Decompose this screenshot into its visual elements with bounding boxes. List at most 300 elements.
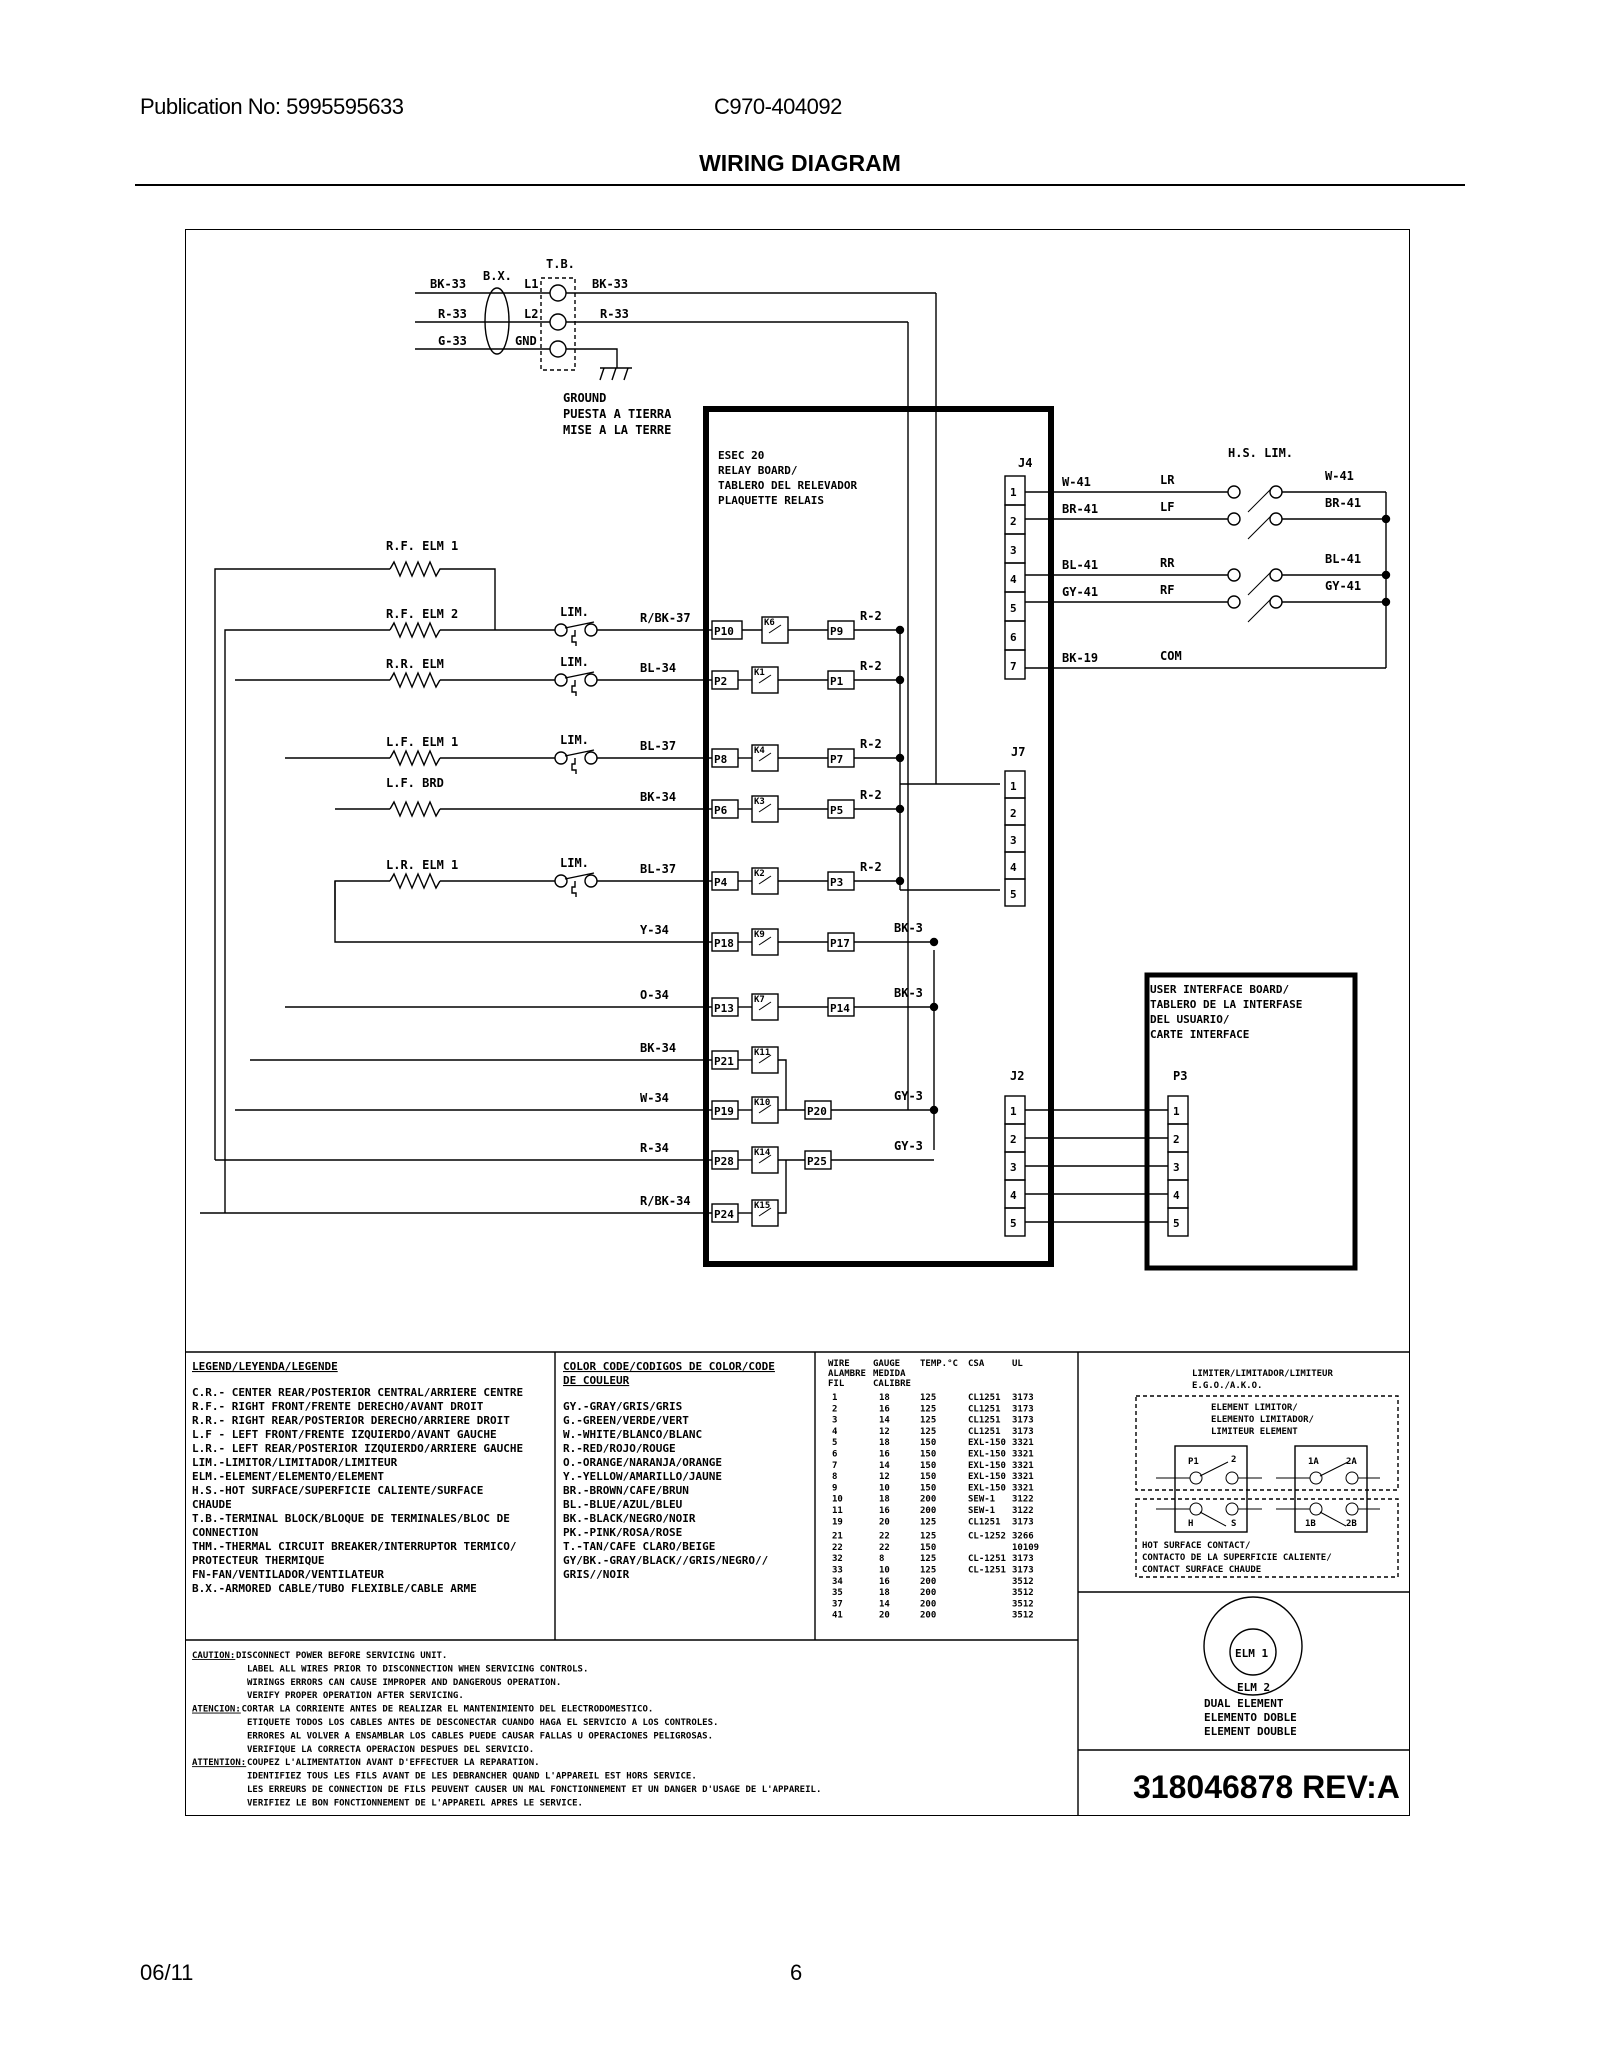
hs-limiter-row [1025,579,1390,622]
terminal-label: GND [515,334,537,348]
limiter-switch-icon [555,752,567,764]
hs-limiter-switch-icon [1228,596,1240,608]
wire-label: BR-41 [1325,496,1362,510]
wire-label: R-2 [860,860,882,874]
svg-text:ESEC 20: ESEC 20 [718,449,765,462]
footer-page-number: 6 [790,1960,803,1985]
p3-label: P3 [1173,1069,1188,1083]
table-cell: 10 [832,1494,843,1505]
ground-icon [600,368,632,380]
caution-text: ERRORES AL VOLVER A ENSAMBLAR LOS CABLES PUEDE CAUSAR FALLAS U OPERACIONES PELIGROSAS. [247,1731,713,1742]
heating-element-icon [390,623,440,637]
relay-circuit [335,776,904,822]
relay-label: K15 [754,1201,771,1211]
table-cell: 3512 [1012,1588,1034,1599]
table-cell: 10 [879,1483,890,1494]
table-cell: 16 [879,1576,890,1587]
relay-circuit [235,655,904,696]
color-code-item: W.-WHITE/BLANCO/BLANC [563,1428,703,1441]
pin-number: 7 [1010,660,1017,673]
wire-label: R-2 [860,737,882,751]
table-cell: 3 [832,1415,838,1426]
color-code-item: R.-RED/ROJO/ROUGE [563,1442,676,1455]
svg-text:PLAQUETTE RELAIS: PLAQUETTE RELAIS [718,494,824,507]
table-cell: 3122 [1012,1506,1034,1516]
wire-spec-table [828,1359,1039,1621]
svg-text:1B: 1B [1305,1519,1316,1529]
table-cell: EXL-150 [968,1449,1006,1460]
heating-element-icon [390,802,440,816]
relay-label: K4 [754,746,765,756]
legend-list [192,1386,523,1595]
limiter-label: LIM. [560,856,589,870]
legend-item: H.S.-HOT SURFACE/SUPERFICIE CALIENTE/SURFACE [192,1484,484,1497]
table-cell: 3173 [1012,1393,1034,1403]
pin-number: 5 [1173,1217,1180,1230]
table-cell: 150 [920,1472,937,1483]
table-cell: 35 [832,1588,843,1599]
caution-text: LES ERREURS DE CONNECTION DE FILS PEUVENT CAUSER UN MAL FONCTIONNEMENT ET UN DANGER D'USAGE DE L'APPAREIL. [247,1785,822,1795]
wire-label: BL-37 [640,739,677,753]
table-cell: 14 [879,1460,890,1471]
svg-text:1A: 1A [1308,1457,1319,1467]
wire-label: BK-33 [592,277,629,291]
svg-text:2A: 2A [1346,1457,1357,1467]
table-cell: 3122 [1012,1494,1034,1505]
pin-number: 4 [1010,861,1017,874]
svg-text:TABLERO DE LA INTERFASE: TABLERO DE LA INTERFASE [1150,998,1303,1011]
table-header: GAUGE [873,1359,901,1369]
pin-number: 4 [1010,573,1017,586]
color-code-item: GY.-GRAY/GRIS/GRIS [563,1400,683,1413]
table-cell: 5 [832,1438,838,1449]
tb-label: T.B. [546,257,575,271]
hs-limiter-switch-icon [1228,513,1240,525]
limiter-detail [1136,1369,1398,1577]
j2-label: J2 [1010,1069,1025,1083]
table-cell: 12 [879,1472,890,1483]
svg-text:S: S [1231,1519,1237,1529]
legend-item: R.F.- RIGHT FRONT/FRENTE DERECHO/AVANT DROIT [192,1400,484,1413]
pin-number: 2 [1010,515,1017,528]
wire-label: G-33 [438,334,467,348]
table-cell: 125 [920,1404,937,1415]
pin-number: 3 [1010,544,1017,557]
wire-label: R-2 [860,788,882,802]
relay-pin: P7 [830,753,844,766]
table-cell: 150 [920,1438,937,1449]
wire-label: O-34 [640,988,669,1002]
svg-text:CARTE INTERFACE: CARTE INTERFACE [1150,1028,1250,1041]
relay-pin: P24 [714,1208,734,1221]
relay-board [706,409,1051,1264]
table-cell: 3512 [1012,1576,1034,1587]
wire-label: R-33 [438,307,467,321]
color-code-title: DE COULEUR [563,1374,630,1387]
table-cell: 21 [832,1531,843,1542]
caution-text: ETIQUETE TODOS LOS CABLES ANTES DE DESCONECTAR CUANDO HAGA EL SERVICIO A LOS CONTROLES. [247,1718,719,1728]
table-cell: 14 [879,1415,890,1426]
legend-item: L.F - LEFT FRONT/FRENTE IZQUIERDO/AVANT GAUCHE [192,1428,497,1441]
wire-label: BK-34 [640,1041,677,1055]
table-cell: 19 [832,1517,843,1528]
caution-label: ATTENTION: [192,1758,247,1769]
table-cell: 34 [832,1576,843,1587]
caution-text: VERIFY PROPER OPERATION AFTER SERVICING. [247,1691,464,1702]
pin-number: 1 [1010,1105,1017,1118]
table-cell: CL-1251 [968,1565,1006,1576]
table-cell: EXL-150 [968,1438,1006,1449]
svg-text:2: 2 [1231,1455,1237,1465]
svg-text:RELAY BOARD/: RELAY BOARD/ [718,464,798,477]
pin-number: 3 [1010,834,1017,847]
table-cell: CL1251 [968,1415,1001,1426]
pin-number: 4 [1173,1189,1180,1202]
svg-text:ELEMENTO LIMITADOR/: ELEMENTO LIMITADOR/ [1211,1415,1314,1425]
color-code-item: Y.-YELLOW/AMARILLO/JAUNE [563,1470,722,1483]
wire-label: R-2 [860,609,882,623]
legend-item: PROTECTEUR THERMIQUE [192,1554,325,1567]
table-cell: 33 [832,1565,843,1576]
pin-number: 1 [1010,486,1017,499]
wire-label: R/BK-37 [640,611,691,625]
legend-item: L.R.- LEFT REAR/POSTERIOR IZQUIERDO/ARRIERE GAUCHE [192,1442,524,1455]
pin-number: 3 [1173,1161,1180,1174]
svg-text:HOT SURFACE CONTACT/: HOT SURFACE CONTACT/ [1142,1541,1251,1551]
position-label: LF [1160,500,1175,514]
svg-text:LIMITEUR ELEMENT: LIMITEUR ELEMENT [1211,1427,1298,1437]
table-cell: 3321 [1012,1460,1034,1471]
table-cell: 18 [879,1588,890,1599]
svg-text:2B: 2B [1346,1519,1357,1529]
legend-item: THM.-THERMAL CIRCUIT BREAKER/INTERRUPTOR TERMICO/ [192,1540,517,1553]
color-code-item: BK.-BLACK/NEGRO/NOIR [563,1512,696,1525]
table-cell: SEW-1 [968,1494,996,1505]
relay-pin: P25 [807,1155,827,1168]
relay-circuit [285,733,904,774]
table-cell: SEW-1 [968,1506,996,1516]
j7-label: J7 [1011,745,1026,759]
table-cell: 20 [879,1610,890,1621]
svg-text:P1: P1 [1188,1457,1199,1467]
relay-pin: P9 [830,625,844,638]
table-cell: 18 [879,1438,890,1449]
svg-text:USER INTERFACE BOARD/: USER INTERFACE BOARD/ [1150,983,1290,996]
relay-label: K9 [754,930,765,940]
ground-label: MISE A LA TERRE [563,423,672,437]
table-header: CSA [968,1359,985,1369]
table-cell: CL-1251 [968,1554,1006,1565]
junction-dot [931,939,938,946]
table-cell: 3512 [1012,1610,1034,1621]
table-cell: EXL-150 [968,1483,1006,1494]
power-supply [415,257,936,1110]
pin-number: 6 [1010,631,1017,644]
wire-label: GY-3 [894,1139,923,1153]
position-label: RR [1160,556,1175,570]
caution-notes [192,1651,821,1808]
legend-item: CHAUDE [192,1498,232,1511]
color-code-item: T.-TAN/CAFE CLARO/BEIGE [563,1540,716,1553]
hs-limiter-switch-icon [1228,569,1240,581]
table-cell: CL1251 [968,1426,1001,1437]
svg-text:E.G.O./A.K.O.: E.G.O./A.K.O. [1192,1381,1263,1391]
wire-label: BL-41 [1325,552,1362,566]
legend-item: CONNECTION [192,1526,259,1539]
color-code-item: BR.-BROWN/CAFE/BRUN [563,1484,689,1497]
j4-connector [1005,476,1025,679]
table-cell: EXL-150 [968,1460,1006,1471]
terminal-label: L1 [524,277,539,291]
relay-label: K7 [754,995,765,1005]
svg-text:DUAL ELEMENT: DUAL ELEMENT [1204,1697,1284,1710]
svg-text:CONTACTO DE LA SUPERFICIE CALI: CONTACTO DE LA SUPERFICIE CALIENTE/ [1142,1553,1332,1563]
table-header: MEDIDA [873,1369,906,1379]
element-label: R.F. ELM 1 [386,539,459,553]
j7-connector [1005,771,1025,906]
table-cell: 200 [920,1599,937,1610]
relay-pin: P3 [830,876,844,889]
relay-pin: P19 [714,1105,734,1118]
element-label: R.R. ELM [386,657,444,671]
wire-label: BK-19 [1062,651,1099,665]
wire-label: GY-41 [1062,585,1099,599]
caution-text: VERIFIQUE LA CORRECTA OPERACION DESPUES DEL SERVICIO. [247,1744,535,1755]
table-cell: 16 [879,1449,890,1460]
color-code-list [563,1400,769,1581]
svg-text:ELEMENT LIMITOR/: ELEMENT LIMITOR/ [1211,1403,1298,1413]
table-cell: CL-1252 [968,1531,1006,1542]
table-header: UL [1012,1359,1023,1369]
caution-label: CAUTION: [192,1651,236,1661]
table-cell: 125 [920,1565,937,1576]
relay-pin: P2 [714,675,728,688]
color-code-item: G.-GREEN/VERDE/VERT [563,1414,689,1427]
svg-text:ELEMENT DOUBLE: ELEMENT DOUBLE [1204,1725,1297,1738]
table-cell: 6 [832,1449,838,1460]
table-cell: 22 [879,1542,890,1553]
legend-item: ELM.-ELEMENT/ELEMENTO/ELEMENT [192,1470,385,1483]
table-cell: 9 [832,1483,838,1494]
table-cell: 200 [920,1494,937,1505]
table-cell: 3321 [1012,1449,1034,1460]
pin-number: 2 [1010,807,1017,820]
table-cell: 200 [920,1576,937,1587]
pin-number: 5 [1010,602,1017,615]
table-cell: CL1251 [968,1517,1001,1528]
table-cell: 150 [920,1449,937,1460]
table-cell: 3173 [1012,1415,1034,1426]
relay-label: K2 [754,869,765,879]
table-cell: 150 [920,1542,937,1553]
element-label: L.R. ELM 1 [386,858,459,872]
wire-label: GY-3 [894,1089,923,1103]
table-cell: 10 [879,1565,890,1576]
wire-label: BL-37 [640,862,677,876]
color-code-item: BL.-BLUE/AZUL/BLEU [563,1498,683,1511]
svg-text:CONTACT SURFACE CHAUDE: CONTACT SURFACE CHAUDE [1142,1565,1262,1575]
relay-circuit [285,986,938,1020]
relay-label: K3 [754,797,765,807]
legend-item: LIM.-LIMITOR/LIMITADOR/LIMITEUR [192,1456,398,1469]
position-label: RF [1160,583,1175,597]
svg-text:LIMITER/LIMITADOR/LIMITEUR: LIMITER/LIMITADOR/LIMITEUR [1192,1369,1333,1379]
caution-text: DISCONNECT POWER BEFORE SERVICING UNIT. [236,1651,448,1661]
wire-label: BR-41 [1062,502,1099,516]
table-cell: 10109 [1012,1542,1040,1553]
table-cell: 12 [879,1426,890,1437]
table-cell: 20 [879,1517,890,1528]
wire-label: W-41 [1062,475,1091,489]
relay-label: K14 [754,1148,771,1158]
caution-text: CORTAR LA CORRIENTE ANTES DE REALIZAR EL MANTENIMIENTO DEL ELECTRODOMESTICO. [241,1704,654,1715]
table-cell: 125 [920,1415,937,1426]
relay-circuit [335,856,904,920]
table-cell: 1 [832,1393,838,1403]
table-cell: 8 [832,1472,838,1483]
heating-element-icon [390,673,440,687]
table-cell: 18 [879,1393,890,1403]
wire-label: R-34 [640,1141,669,1155]
relay-circuit [215,1139,934,1173]
svg-text:ELM 2: ELM 2 [1237,1681,1271,1694]
table-header: CALIBRE [873,1379,911,1389]
table-cell: CL1251 [968,1393,1001,1403]
caution-label: ATENCION: [192,1704,241,1715]
legend-title: LEGEND/LEYENDA/LEGENDE [192,1360,338,1373]
heating-element-icon [390,874,440,888]
table-cell: 3321 [1012,1483,1034,1494]
table-cell: 3321 [1012,1472,1034,1483]
table-cell: 200 [920,1588,937,1599]
table-cell: 3173 [1012,1426,1034,1437]
relay-pin: P18 [714,937,734,950]
wire-label: BL-41 [1062,558,1099,572]
wire-label: BL-34 [640,661,677,675]
table-cell: 3173 [1012,1565,1034,1576]
wire-label: BK-34 [640,790,677,804]
armored-cable-icon [485,288,509,354]
relay-pin: P4 [714,876,728,889]
table-cell: 16 [879,1404,890,1415]
table-cell: 3173 [1012,1554,1034,1565]
relay-pin: P6 [714,804,728,817]
table-cell: 3173 [1012,1404,1034,1415]
heating-element-icon [390,751,440,765]
table-cell: 4 [832,1426,838,1437]
table-header: ALAMBRE [828,1369,866,1379]
color-code-item: GRIS//NOIR [563,1568,630,1581]
dual-element-detail [1204,1597,1302,1738]
svg-text:H: H [1188,1519,1194,1529]
table-header: TEMP.°C [920,1359,958,1369]
table-cell: 3321 [1012,1438,1034,1449]
element-label: L.F. BRD [386,776,444,790]
pin-number: 5 [1010,1217,1017,1230]
table-cell: 41 [832,1610,843,1621]
legend-item: T.B.-TERMINAL BLOCK/BLOQUE DE TERMINALES/BLOC DE [192,1512,510,1525]
relay-board-title [718,449,857,507]
relay-label: K10 [754,1098,771,1108]
hs-limiter-switch-icon [1228,486,1240,498]
table-cell: 22 [879,1531,890,1542]
table-cell: 125 [920,1393,937,1403]
relay-circuit [235,1089,938,1123]
limiter-label: LIM. [560,605,589,619]
wire-label: GY-41 [1325,579,1362,593]
relay-pin: P5 [830,804,844,817]
position-label: LR [1160,473,1175,487]
pin-number: 2 [1010,1133,1017,1146]
wire-label: BK-3 [894,986,923,1000]
j4-label: J4 [1018,456,1033,470]
legend-item: C.R.- CENTER REAR/POSTERIOR CENTRAL/ARRIERE CENTRE [192,1386,524,1399]
ui-board-title [1150,983,1302,1041]
color-code-item: PK.-PINK/ROSA/ROSE [563,1526,683,1539]
wire-label: W-41 [1325,469,1354,483]
j2-connector [1005,1096,1168,1236]
wire-label: R-2 [860,659,882,673]
table-cell: 150 [920,1483,937,1494]
caution-text: COUPEZ L'ALIMENTATION AVANT D'EFFECTUER LA REPARATION. [247,1758,540,1769]
svg-text:DEL USUARIO/: DEL USUARIO/ [1150,1013,1230,1026]
table-cell: 22 [832,1542,843,1553]
relay-label: K1 [754,668,765,678]
position-label: COM [1160,649,1182,663]
relay-pin: P28 [714,1155,734,1168]
svg-text:ELEMENTO DOBLE: ELEMENTO DOBLE [1204,1711,1297,1724]
color-code-title: COLOR CODE/CODIGOS DE COLOR/CODE [563,1360,775,1373]
element-label: L.F. ELM 1 [386,735,459,749]
table-cell: 32 [832,1554,843,1565]
svg-text:TABLERO DEL RELEVADOR: TABLERO DEL RELEVADOR [718,479,858,492]
relay-pin: P20 [807,1105,827,1118]
bx-label: B.X. [483,269,512,283]
caution-text: WIRINGS ERRORS CAN CAUSE IMPROPER AND DANGEROUS OPERATION. [247,1677,562,1688]
ground-label: GROUND [563,391,607,405]
table-cell: 8 [879,1554,885,1565]
caution-text: LABEL ALL WIRES PRIOR TO DISCONNECTION WHEN SERVICING CONTROLS. [247,1664,589,1675]
pin-number: 1 [1010,780,1017,793]
svg-text:ELM 1: ELM 1 [1235,1647,1269,1660]
table-cell: 18 [879,1494,890,1505]
footer-date: 06/11 [140,1960,194,1985]
limiter-label: LIM. [560,655,589,669]
model-number: C970-404092 [714,94,842,119]
table-cell: 125 [920,1426,937,1437]
p3-connector [1168,1096,1188,1236]
relay-pin: P17 [830,937,850,950]
pin-number: 5 [1010,888,1017,901]
table-cell: 14 [879,1599,890,1610]
relay-pin: P14 [830,1002,850,1015]
table-cell: 125 [920,1554,937,1565]
relay-circuit [335,881,938,955]
table-header: FIL [828,1379,845,1389]
caution-text: VERIFIEZ LE BON FONCTIONNEMENT DE L'APPAREIL APRES LE SERVICE. [247,1798,583,1809]
wire-label: BK-3 [894,921,923,935]
hs-lim-label: H.S. LIM. [1228,446,1294,460]
relay-pin: P8 [714,753,728,766]
part-number: 318046878 REV:A [1133,1769,1400,1805]
table-cell: 150 [920,1460,937,1471]
relay-pin: P13 [714,1002,734,1015]
table-cell: 7 [832,1460,838,1471]
element-label: R.F. ELM 2 [386,607,459,621]
wire-label: R/BK-34 [640,1194,691,1208]
legend-item: R.R.- RIGHT REAR/POSTERIOR DERECHO/ARRIERE DROIT [192,1414,510,1427]
wire-label: W-34 [640,1091,669,1105]
